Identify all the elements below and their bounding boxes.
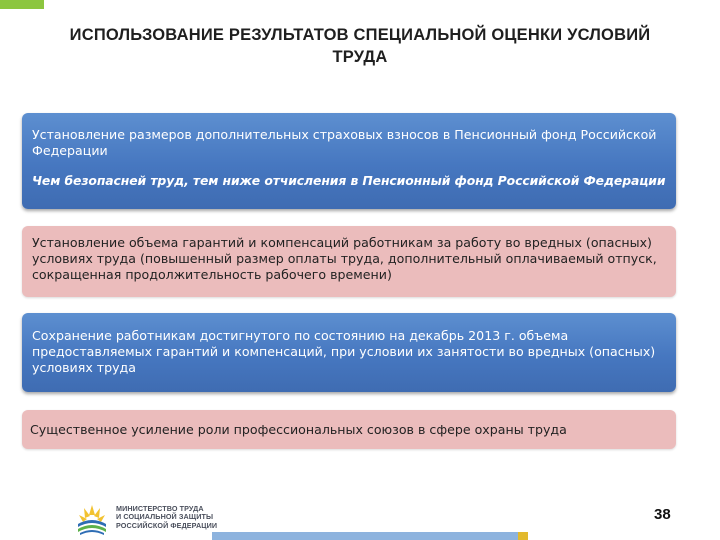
slide-title: ИСПОЛЬЗОВАНИЕ РЕЗУЛЬТАТОВ СПЕЦИАЛЬНОЙ ОЦЕНКИ УСЛОВИЙ ТРУДА — [69, 26, 651, 66]
ministry-line: И СОЦИАЛЬНОЙ ЗАЩИТЫ — [116, 512, 214, 522]
ministry-line: МИНИСТЕРСТВО ТРУДА — [116, 504, 204, 513]
item-text: Установление размеров дополнительных страховых взносов в Пенсионный фонд Российской Федерации — [32, 127, 657, 158]
item-emphasis: Чем безопасней труд, тем ниже отчисления в Пенсионный фонд Российской Федерации — [32, 173, 666, 188]
ministry-name — [116, 505, 217, 530]
item-text: Установление объема гарантий и компенсаций работникам за работу во вредных (опасных) условиях труда (повышенный размер оплаты труда, дополнительный оплачиваемый отпуск, сокращенная продолжительность рабочего времени) — [32, 235, 657, 282]
footer-bar — [212, 532, 518, 540]
page-number: 38 — [654, 506, 671, 523]
item-pension-contributions — [22, 113, 676, 209]
footer-bar-accent — [518, 532, 528, 540]
ministry-logo-icon — [75, 502, 109, 536]
corner-accent — [0, 0, 44, 9]
item-preservation-guarantees — [22, 313, 676, 392]
item-guarantees-compensations — [22, 226, 676, 297]
ministry-line: РОССИЙСКОЙ ФЕДЕРАЦИИ — [116, 520, 218, 530]
item-text: Сохранение работникам достигнутого по состоянию на декабрь 2013 г. объема предоставляемых гарантий и компенсаций, при условии их занятости во вредных (опасных) условиях труда — [32, 328, 656, 375]
item-trade-unions — [22, 410, 676, 449]
item-text: Существенное усиление роли профессиональных союзов в сфере охраны труда — [30, 422, 567, 437]
